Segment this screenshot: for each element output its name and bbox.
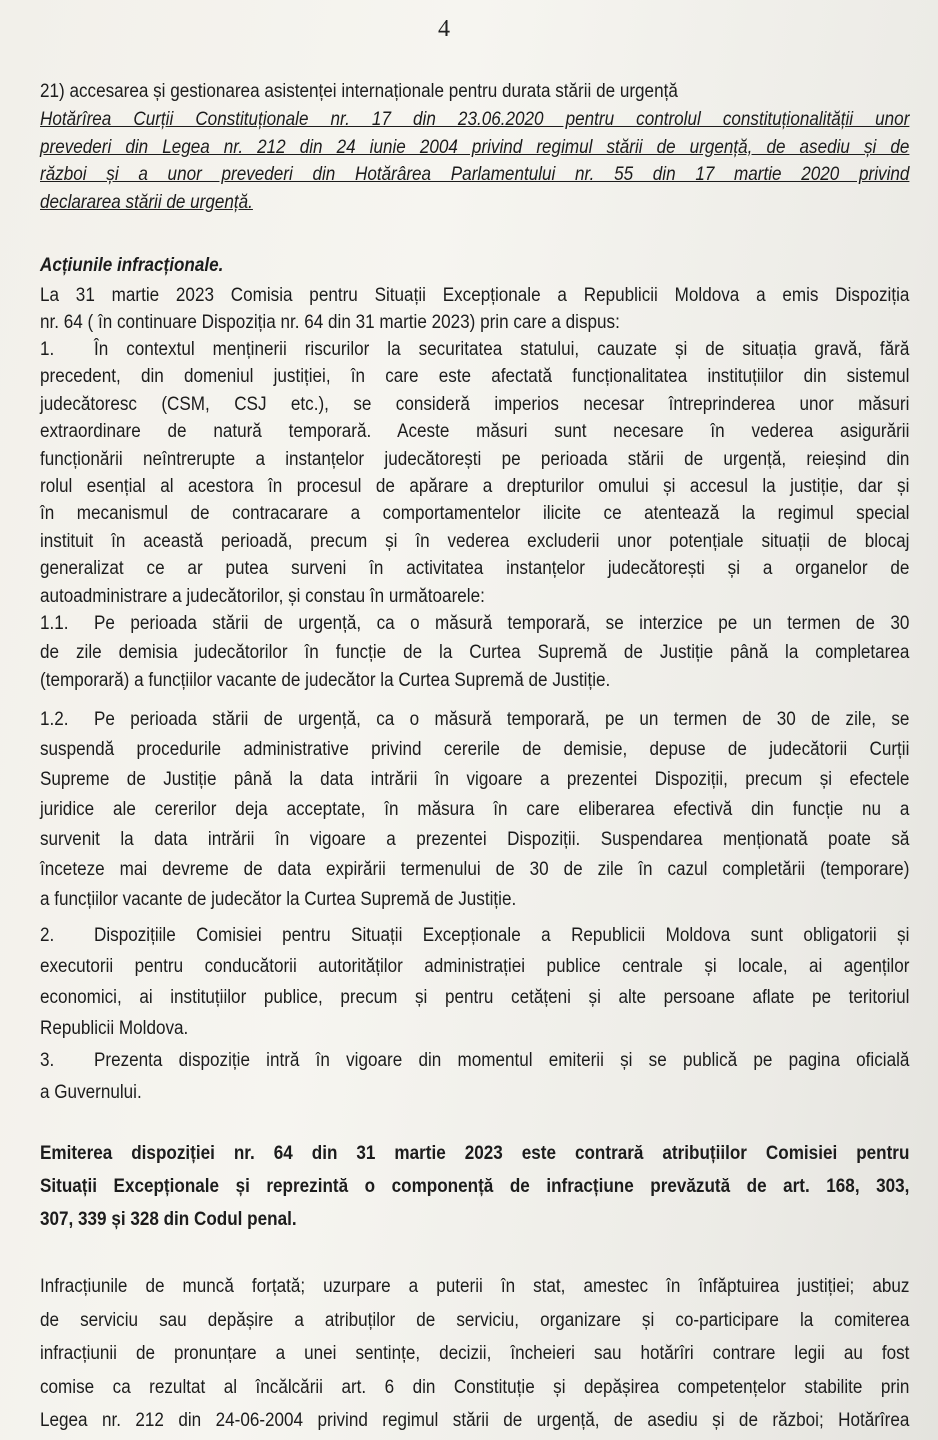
point-number: 1.1. <box>40 613 69 634</box>
offenses-line: de serviciu sau depășire a atribuților de serviciu, organizare și co-participare la comiterea <box>40 1309 910 1331</box>
conclusion-paragraph <box>40 1137 909 1236</box>
point-line: extraordinare de natură temporară. Aceste măsuri sunt necesare în vederea asigurării <box>40 421 910 443</box>
reference-line: prevederi din Legea nr. 212 din 24 iunie 2004 privind regimul stării de urgență, de asediu și de <box>40 136 910 158</box>
point-number: 2. <box>40 925 55 946</box>
reference-line: război și a unor prevederi din Hotărârea Parlamentului nr. 55 din 17 martie 2020 privind <box>40 164 910 186</box>
section-intro <box>40 282 909 336</box>
point-line: funcționării neîntrerupte a instanțelor judecătorești pe perioada stării de urgență, reieșind din <box>40 448 910 470</box>
section-heading-text: Acțiunile infracționale. <box>40 255 224 276</box>
point-line: Prezenta dispoziție intră în vigoare din momentul emiterii și se publică pe pagina oficială <box>94 1050 910 1071</box>
intro-line: La 31 martie 2023 Comisia pentru Situații Excepționale a Republicii Moldova a emis Dispoziția <box>40 285 910 306</box>
court-decision-reference <box>40 106 909 216</box>
point-line: de zile demisia judecătorilor în funcție de la Curtea Supremă de Justiție până la completarea <box>40 641 910 663</box>
point-line: juridice ale cererilor deja acceptate, în măsura în care eliberarea efectivă din funcție nu a <box>40 799 910 820</box>
point-1-1 <box>40 610 909 696</box>
point-line: Supreme de Justiție până la data intrării în vigoare a prezentei Dispoziții, precum și efectele <box>40 769 910 790</box>
point-line: Dispozițiile Comisiei pentru Situații Excepționale a Republicii Moldova sunt obligatorii și <box>94 925 910 946</box>
point-line: suspendă procedurile administrative privind cererile de demisie, depuse de judecătorii Curții <box>40 739 910 760</box>
offenses-line: comise ca rezultat al încălcării art. 6 din Constituție și depășirea competențelor stabilite prin <box>40 1376 910 1398</box>
section-heading <box>40 252 909 280</box>
point-line: generalizat ce ar putea surveni în activitatea instanțelor judecătorești și a organelor de <box>40 558 910 580</box>
item-21-text: 21) accesarea și gestionarea asistenței internaționale pentru durata stării de urgență <box>40 81 678 102</box>
reference-line: Hotărîrea Curții Constituționale nr. 17 din 23.06.2020 pentru controlul constituționalității unor <box>40 109 910 130</box>
point-line: judecătoresc (CSM, CSJ etc.), se consideră imperios necesar întreprinderea unor măsuri <box>40 393 910 415</box>
point-line: Pe perioada stării de urgență, ca o măsură temporară, pe un termen de 30 de zile, se <box>94 709 910 730</box>
point-line: în mecanismul de contracarare a comportamentelor ilicite ce atentează la regimul special <box>40 503 910 525</box>
point-line: rolul esențial al acestora în procesul de apărare a drepturilor omului și accesul la justiție, dar și <box>40 476 910 498</box>
point-line: instituit în această perioadă, precum și în vederea excluderii unor potențiale situații de blocaj <box>40 530 910 552</box>
point-line: autoadministrare a judecătorilor, și constau în următoarele: <box>40 585 485 607</box>
point-number: 3. <box>40 1050 55 1071</box>
point-2 <box>40 920 909 1044</box>
point-line: înceteze mai devreme de data expirării termenului de 30 de zile în cazul completării (temporare) <box>40 859 910 880</box>
item-21 <box>40 78 909 106</box>
point-line: precedent, din domeniul justiției, în care este afectată funcționalitatea instituțiilor din sistemul <box>40 366 910 388</box>
point-line: Republicii Moldova. <box>40 1018 189 1039</box>
page-number: 4 <box>438 16 450 42</box>
conclusion-line: Situații Excepționale și reprezintă o componență de infracțiune prevăzută de art. 168, 303, <box>40 1176 910 1197</box>
point-3 <box>40 1045 909 1109</box>
offenses-paragraph <box>40 1270 909 1438</box>
offenses-line: Infracțiunile de muncă forțată; uzurpare a puterii în stat, amestec în înfăptuirea justiției; abuz <box>40 1276 910 1297</box>
point-line: (temporară) a funcțiilor vacante de judecător la Curtea Supremă de Justiție. <box>40 670 611 691</box>
point-line: a funcțiilor vacante de judecător la Curtea Supremă de Justiție. <box>40 889 517 910</box>
offenses-line: infracțiunii de pronunțare a unei sentințe, decizii, încheieri sau hotărîri contrare legii au fost <box>40 1343 910 1364</box>
point-1 <box>40 336 909 610</box>
conclusion-line: Emiterea dispoziției nr. 64 din 31 martie 2023 este contrară atribuțiilor Comisiei pentru <box>40 1143 910 1164</box>
reference-line: declararea stării de urgență. <box>40 191 253 213</box>
point-number: 1.2. <box>40 709 69 730</box>
point-line: Pe perioada stării de urgență, ca o măsură temporară, se interzice pe un termen de 30 <box>94 613 910 634</box>
point-line: În contextul menținerii riscurilor la securitatea statului, cauzate și de situația gravă, fără <box>94 339 910 360</box>
point-line: economici, ai instituțiilor publice, precum și pentru cetățeni și alte persoane aflate pe teritoriul <box>40 987 910 1008</box>
conclusion-line: 307, 339 și 328 din Codul penal. <box>40 1209 297 1230</box>
point-line: survenit la data intrării în vigoare a prezentei Dispoziții. Suspendarea menționată poate să <box>40 829 910 850</box>
point-line: executorii pentru conducătorii autorităților administrației publice centrale și locale, ai agenților <box>40 956 910 977</box>
point-line: a Guvernului. <box>40 1082 142 1103</box>
intro-line: nr. 64 ( în continuare Dispoziția nr. 64 din 31 martie 2023) prin care a dispus: <box>40 312 620 333</box>
point-number: 1. <box>40 339 55 360</box>
offenses-line: Legea nr. 212 din 24-06-2004 privind regimul stării de urgență, de asediu și de război; Hotărîrea <box>40 1410 910 1431</box>
point-1-2 <box>40 705 909 915</box>
